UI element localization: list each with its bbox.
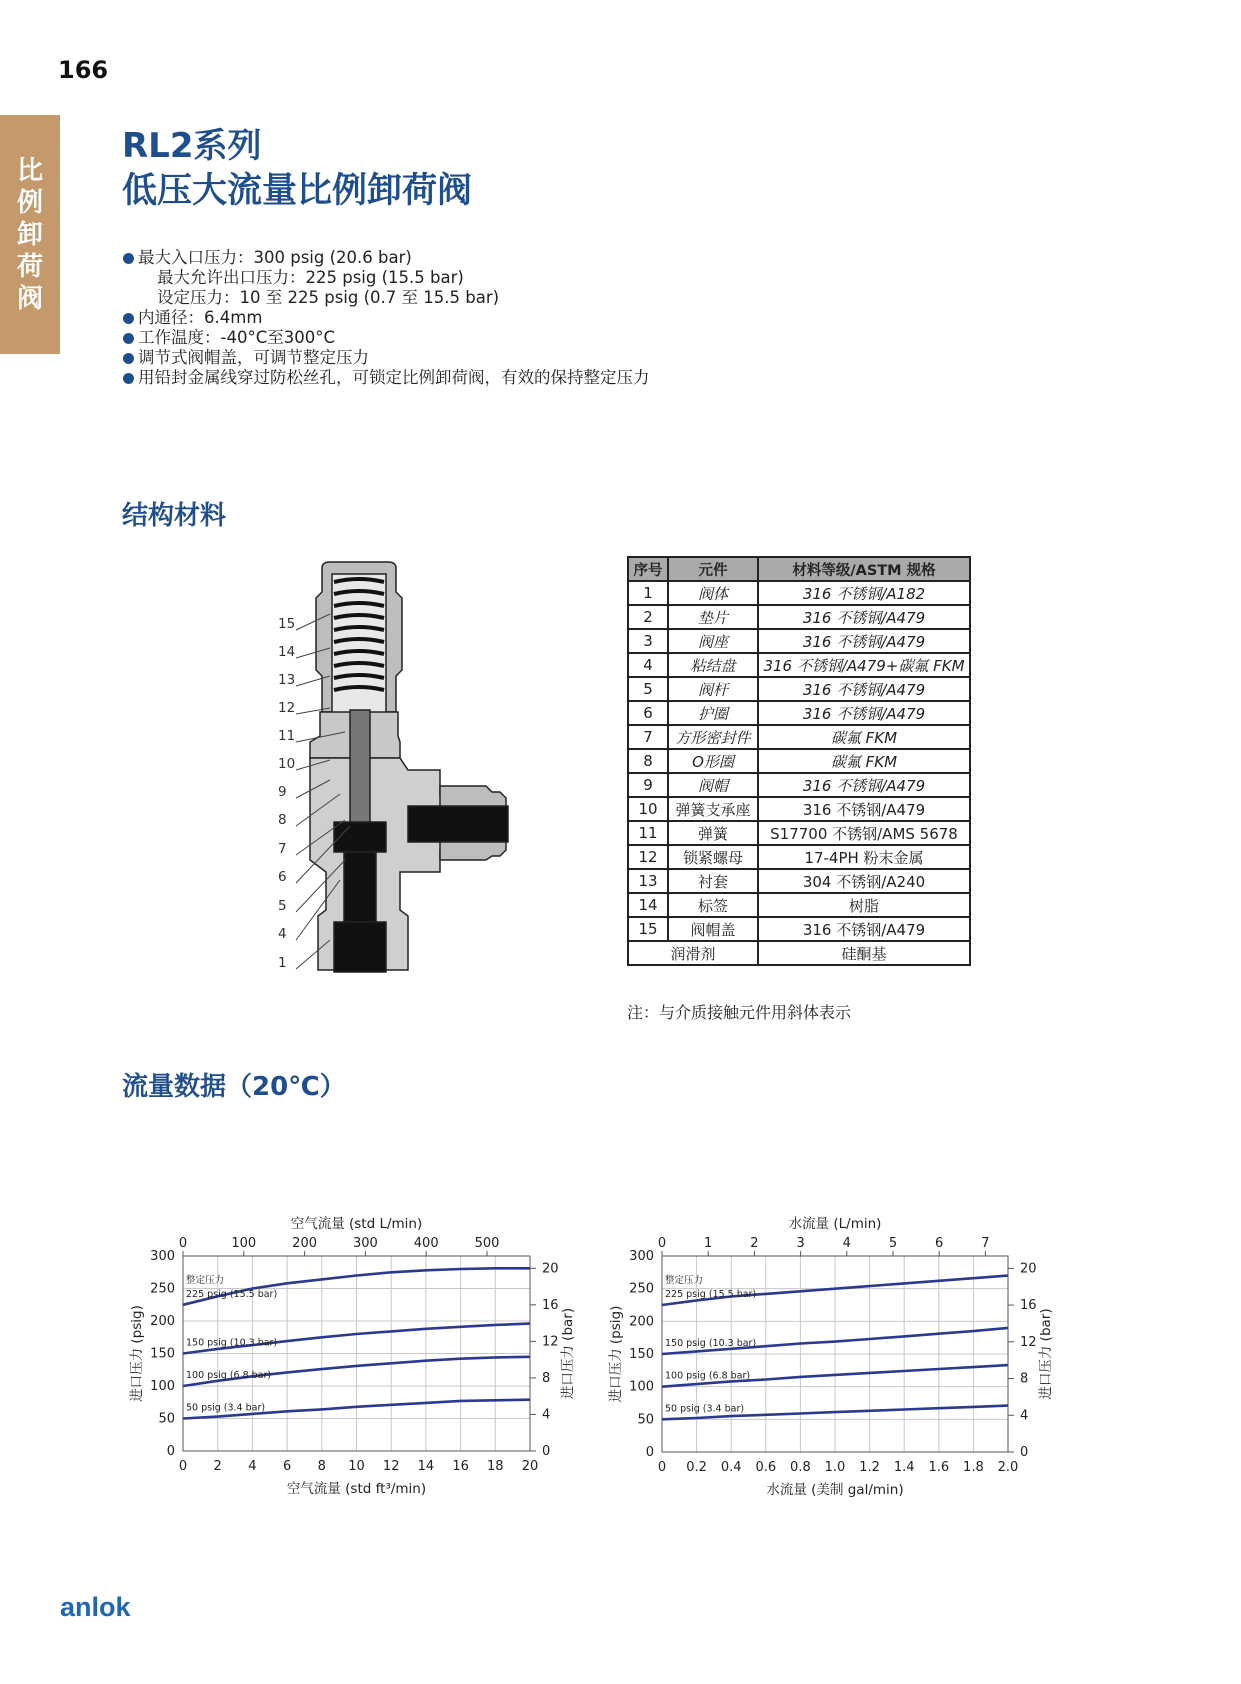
cell-material: S17700 不锈钢/AMS 5678 [758, 821, 970, 845]
cell-part: 阀座 [668, 629, 758, 653]
y2-tick-label: 12 [1020, 1334, 1037, 1350]
feature-item: 最大允许出口压力：225 psig (15.5 bar) [157, 268, 464, 287]
y-tick-label: 150 [150, 1346, 175, 1362]
y2-tick-label: 4 [542, 1407, 551, 1423]
feature-item: 调节式阀帽盖，可调节整定压力 [138, 348, 650, 368]
x-tick-label: 1.4 [893, 1460, 915, 1475]
table-row [628, 653, 970, 677]
cell-material: 316 不锈钢/A479 [758, 605, 970, 629]
top-tick-label: 200 [292, 1236, 318, 1251]
x-tick-label: 12 [382, 1459, 400, 1474]
cell-part: 弹簧支承座 [668, 797, 758, 821]
x-tick-label: 18 [487, 1459, 504, 1474]
cell-part: 方形密封件 [668, 725, 758, 749]
y-tick-label: 0 [645, 1445, 654, 1460]
x-tick-label: 0 [178, 1459, 188, 1474]
callout-label: 4 [278, 926, 287, 942]
top-tick-label: 2 [750, 1236, 759, 1251]
top-tick-label: 1 [704, 1236, 713, 1251]
cell-no: 6 [628, 701, 668, 725]
legend-title: 整定压力 [186, 1274, 225, 1286]
top-tick-label: 7 [981, 1236, 990, 1251]
side-tab-char: 阀 [16, 283, 43, 314]
side-tab-char: 比 [16, 155, 43, 186]
cell-material: 304 不锈钢/A240 [758, 869, 970, 893]
cell-part: 润滑剂 [628, 941, 758, 965]
top-tick-label: 3 [796, 1236, 805, 1251]
cell-part: O形圈 [668, 749, 758, 773]
product-title: 低压大流量比例卸荷阀 [122, 171, 473, 211]
section-title-materials: 结构材料 [122, 501, 227, 531]
cell-part: 阀杆 [668, 677, 758, 701]
cell-material: 316 不锈钢/A479 [758, 701, 970, 725]
series-label: 150 psig (10.3 bar) [186, 1337, 278, 1349]
callout-label: 12 [278, 700, 296, 716]
cell-material: 17-4PH 粉末金属 [758, 845, 970, 869]
x-tick-label: 0 [657, 1460, 667, 1475]
table-note: 注：与介质接触元件用斜体表示 [627, 1003, 852, 1022]
brand-logo: anlok [60, 1592, 131, 1622]
cell-part: 粘结盘 [668, 653, 758, 677]
top-tick-label: 300 [352, 1236, 378, 1251]
y2-tick-label: 12 [542, 1334, 559, 1350]
series-label: 100 psig (6.8 bar) [665, 1370, 751, 1382]
top-axis-label: 空气流量 (std L/min) [290, 1216, 423, 1232]
callout-label: 6 [278, 869, 287, 885]
x-tick-label: 1.8 [963, 1460, 984, 1475]
top-tick-label: 0 [657, 1236, 667, 1251]
feature-item: 内通径：6.4mm [138, 308, 650, 328]
table-row [628, 869, 970, 893]
callout-label: 7 [278, 841, 287, 857]
table-row [628, 917, 970, 941]
section-title-flow: 流量数据（20℃） [122, 1072, 346, 1102]
callout-label: 11 [278, 728, 296, 744]
cell-no: 14 [628, 893, 668, 917]
cell-material: 碳氟 FKM [758, 725, 970, 749]
top-tick-label: 0 [178, 1236, 188, 1251]
series-label: 100 psig (6.8 bar) [186, 1370, 272, 1381]
cell-material: 硅酮基 [758, 941, 970, 965]
cell-part: 阀帽盖 [668, 917, 758, 941]
top-tick-label: 100 [231, 1236, 257, 1251]
cell-material: 316 不锈钢/A479 [758, 797, 970, 821]
x-axis-label: 空气流量 (std ft³/min) [286, 1481, 427, 1497]
table-row [628, 605, 970, 629]
cell-no: 15 [628, 917, 668, 941]
callout-label: 14 [278, 644, 296, 660]
x-tick-label: 1.6 [928, 1460, 950, 1475]
y2-tick-label: 0 [542, 1444, 551, 1459]
cell-part: 护圈 [668, 701, 758, 725]
cell-no: 5 [628, 677, 668, 701]
table-row [628, 845, 970, 869]
cell-no: 13 [628, 869, 668, 893]
top-tick-label: 4 [842, 1236, 851, 1251]
table-row [628, 797, 970, 821]
y-tick-label: 150 [629, 1347, 654, 1362]
x-tick-label: 10 [348, 1459, 365, 1474]
x-tick-label: 2.0 [997, 1460, 1019, 1475]
legend-title: 整定压力 [665, 1275, 704, 1286]
table-row [628, 893, 970, 917]
table-header: 元件 [668, 557, 758, 581]
callout-label: 15 [278, 616, 296, 632]
y2-tick-label: 16 [1020, 1298, 1037, 1314]
table-row [628, 701, 970, 725]
cell-part: 衬套 [668, 869, 758, 893]
x-axis-label: 水流量 (美制 gal/min) [766, 1482, 904, 1498]
x-tick-label: 16 [452, 1459, 469, 1474]
cell-part: 阀帽 [668, 773, 758, 797]
y2-tick-label: 20 [1020, 1261, 1037, 1277]
cell-no: 7 [628, 725, 668, 749]
top-tick-label: 6 [935, 1236, 944, 1251]
y-tick-label: 300 [150, 1249, 175, 1264]
x-tick-label: 0.6 [755, 1460, 777, 1475]
x-tick-label: 1.2 [859, 1460, 880, 1475]
y-axis-label: 进口压力 (psig) [129, 1305, 145, 1402]
y-tick-label: 200 [629, 1314, 654, 1330]
series-label: 225 psig (15.5 bar) [665, 1289, 757, 1300]
x-tick-label: 0.4 [720, 1460, 742, 1475]
table-header: 材料等级/ASTM 规格 [758, 557, 970, 581]
x-tick-label: 4 [248, 1459, 257, 1474]
y2-tick-label: 20 [542, 1261, 559, 1277]
y-tick-label: 50 [637, 1412, 654, 1428]
table-row [628, 677, 970, 701]
x-tick-label: 8 [317, 1459, 326, 1474]
y-tick-label: 250 [629, 1281, 654, 1297]
cell-material: 树脂 [758, 893, 970, 917]
callout-label: 1 [278, 955, 287, 971]
cell-part: 标签 [668, 893, 758, 917]
series-title: RL2系列 [122, 126, 262, 166]
series-label: 50 psig (3.4 bar) [665, 1403, 745, 1415]
x-tick-label: 0.8 [790, 1460, 811, 1475]
top-tick-label: 400 [413, 1236, 439, 1251]
cell-no: 8 [628, 749, 668, 773]
water-flow-chart [608, 1200, 1128, 1510]
y2-axis-label: 进口压力 (bar) [560, 1307, 576, 1400]
cell-material: 316 不锈钢/A479 [758, 629, 970, 653]
cell-no: 9 [628, 773, 668, 797]
cell-no: 4 [628, 653, 668, 677]
cell-part: 阀体 [668, 581, 758, 605]
y2-tick-label: 8 [1020, 1371, 1029, 1387]
cell-part: 垫片 [668, 605, 758, 629]
feature-item: 用铅封金属线穿过防松丝孔，可锁定比例卸荷阀，有效的保持整定压力 [138, 368, 650, 387]
top-axis-label: 水流量 (L/min) [788, 1216, 882, 1232]
table-header: 序号 [628, 557, 668, 581]
x-tick-label: 20 [521, 1459, 539, 1474]
cell-material: 碳氟 FKM [758, 749, 970, 773]
x-tick-label: 2 [213, 1459, 222, 1474]
y-tick-label: 200 [150, 1314, 175, 1329]
side-tab-char: 荷 [16, 251, 43, 282]
top-tick-label: 5 [888, 1236, 898, 1251]
x-tick-label: 1.0 [824, 1460, 846, 1475]
y2-axis-label: 进口压力 (bar) [1038, 1308, 1054, 1400]
series-label: 50 psig (3.4 bar) [186, 1402, 266, 1414]
y-tick-label: 300 [629, 1249, 654, 1264]
cell-no: 11 [628, 821, 668, 845]
table-row [628, 629, 970, 653]
table-row [628, 581, 970, 605]
y2-tick-label: 0 [1020, 1445, 1029, 1460]
table-row [628, 725, 970, 749]
y-tick-label: 0 [166, 1444, 175, 1459]
series-label: 225 psig (15.5 bar) [186, 1288, 278, 1300]
table-row [628, 749, 970, 773]
materials-table [627, 556, 971, 966]
cell-no: 12 [628, 845, 668, 869]
y2-tick-label: 8 [542, 1370, 551, 1386]
air-flow-chart [129, 1200, 630, 1510]
x-tick-label: 6 [282, 1459, 292, 1474]
y-tick-label: 100 [629, 1379, 654, 1395]
feature-item: 设定压力：10 至 225 psig (0.7 至 15.5 bar) [157, 288, 500, 307]
y-axis-label: 进口压力 (psig) [608, 1305, 624, 1403]
callout-label: 8 [278, 812, 287, 828]
series-label: 150 psig (10.3 bar) [665, 1338, 757, 1349]
table-row [628, 773, 970, 797]
top-tick-label: 500 [474, 1236, 500, 1251]
cell-no: 3 [628, 629, 668, 653]
side-tab-char: 卸 [16, 219, 43, 250]
cell-no: 10 [628, 797, 668, 821]
y2-tick-label: 16 [542, 1297, 559, 1313]
callout-label: 13 [278, 672, 296, 688]
y-tick-label: 250 [150, 1281, 175, 1297]
callout-leader-lines [0, 0, 420, 1000]
x-tick-label: 0.2 [686, 1460, 707, 1475]
table-header-row [628, 557, 970, 581]
callout-label: 5 [278, 898, 287, 914]
side-tab-char: 例 [16, 187, 43, 218]
cell-no: 2 [628, 605, 668, 629]
table-row [628, 821, 970, 845]
callout-label: 10 [278, 756, 296, 772]
y2-tick-label: 4 [1020, 1408, 1029, 1424]
cell-material: 316 不锈钢/A182 [758, 581, 970, 605]
x-tick-label: 14 [417, 1459, 435, 1474]
cell-part: 锁紧螺母 [668, 845, 758, 869]
cell-material: 316 不锈钢/A479 [758, 677, 970, 701]
cell-material: 316 不锈钢/A479+碳氟 FKM [758, 653, 970, 677]
cell-material: 316 不锈钢/A479 [758, 917, 970, 941]
page-number: 166 [58, 56, 109, 84]
cell-part: 弹簧 [668, 821, 758, 845]
table-row [628, 941, 970, 965]
y-tick-label: 50 [158, 1411, 175, 1427]
callout-label: 9 [278, 784, 287, 800]
feature-item: 最大入口压力：300 psig (20.6 bar) [138, 248, 650, 268]
y-tick-label: 100 [150, 1379, 175, 1394]
cell-material: 316 不锈钢/A479 [758, 773, 970, 797]
feature-item: 工作温度：-40°C至300°C [138, 328, 650, 348]
cell-no: 1 [628, 581, 668, 605]
